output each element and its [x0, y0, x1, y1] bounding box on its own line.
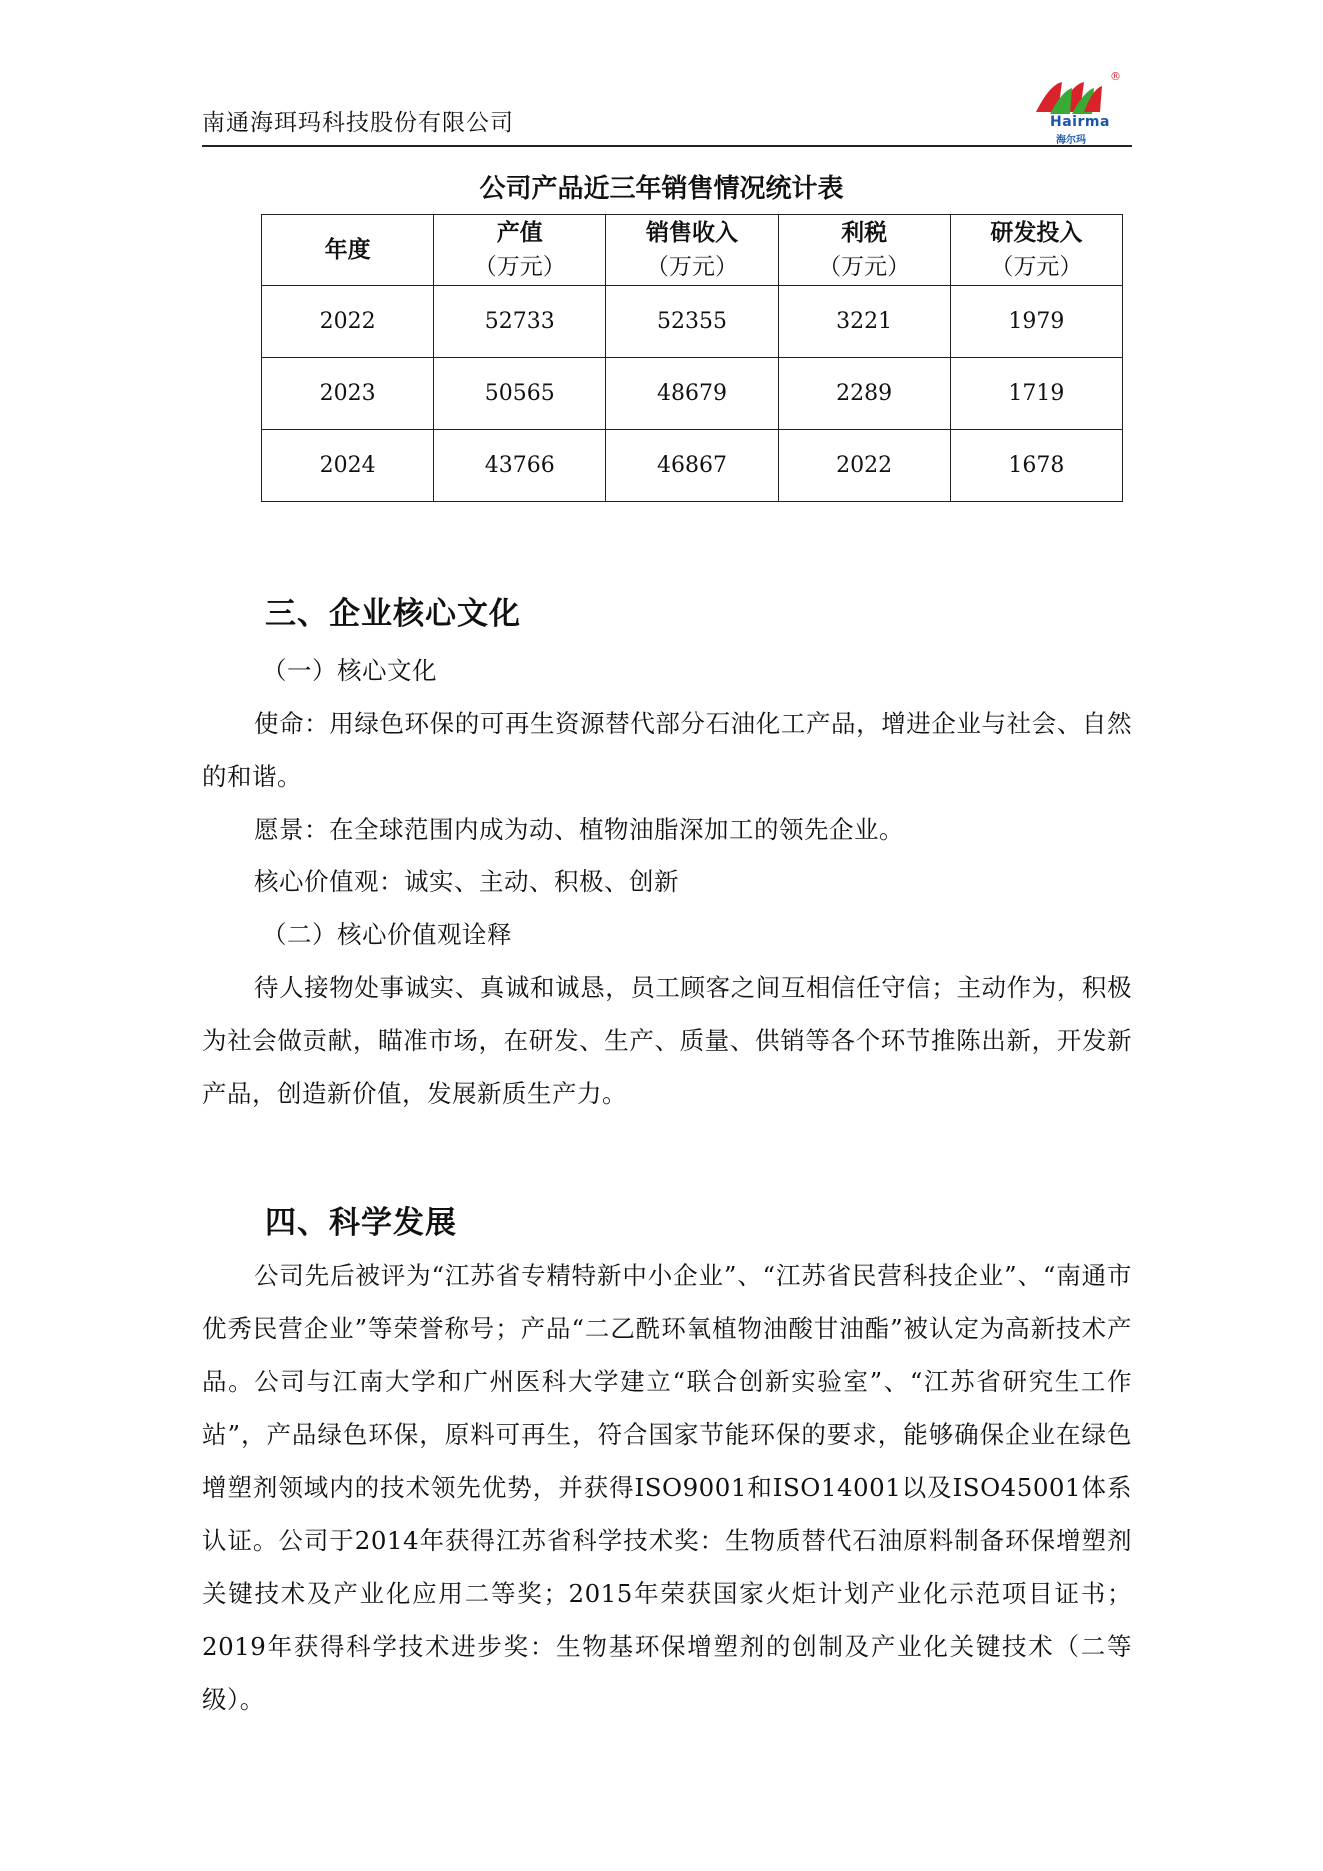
table-cell: 3221 [778, 286, 950, 358]
column-header: 销售收入 （万元） [606, 215, 778, 286]
table-cell: 2022 [778, 430, 950, 502]
table-cell: 48679 [606, 358, 778, 430]
development-paragraph: 公司先后被评为“江苏省专精特新中小企业”、“江苏省民营科技企业”、“南通市优秀民营企业”等荣誉称号；产品“二乙酰环氧植物油酸甘油酯”被认定为高新技术产品。公司与江南大学和广州医科大学建立“联合创新实验室”、“江苏省研究生工作站”，产品绿色环保，原料可再生，符合国家节能环保的要求，能够确保企业在绿色增塑剂领域内的技术领先优势，并获得ISO9001和ISO14001以及ISO45001体系认证。公司于2014年获得江苏省科学技术奖：生物质替代石油原料制备环保增塑剂关键技术及产业化应用二等奖；2015年荣获国家火炬计划产业化示范项目证书；2019年获得科学技术进步奖：生物基环保增塑剂的创制及产业化关键技术（二等级）。 [202, 1261, 1132, 1714]
values-explanation-paragraph: 待人接物处事诚实、真诚和诚恳，员工顾客之间互相信任守信；主动作为，积极为社会做贡献，瞄准市场，在研发、生产、质量、供销等各个环节推陈出新，开发新产品，创造新价值，发展新质生产力。 [202, 973, 1132, 1108]
section-heading-culture: 三、企业核心文化 [265, 596, 521, 632]
table-cell: 1979 [950, 286, 1122, 358]
table-cell: 52733 [434, 286, 606, 358]
subheading-values-explanation: （二）核心价值观诠释 [262, 920, 512, 949]
table-cell: 52355 [606, 286, 778, 358]
company-name: 南通海珥玛科技股份有限公司 [202, 110, 514, 136]
logo-text: Hairma [1050, 114, 1110, 130]
column-header: 利税 （万元） [778, 215, 950, 286]
column-header: 产值 （万元） [434, 215, 606, 286]
table-cell: 2023 [262, 358, 434, 430]
table-cell: 2289 [778, 358, 950, 430]
table-row [262, 358, 1123, 430]
core-values-line: 核心价值观：诚实、主动、积极、创新 [254, 867, 679, 896]
section-heading-development: 四、科学发展 [265, 1205, 457, 1241]
subheading-core-culture: （一）核心文化 [262, 656, 437, 685]
registered-mark: ® [1110, 70, 1121, 83]
table-cell: 2024 [262, 430, 434, 502]
table-cell: 46867 [606, 430, 778, 502]
vision-line: 愿景：在全球范围内成为动、植物油脂深加工的领先企业。 [254, 815, 904, 844]
page-header [202, 70, 1132, 147]
mission-paragraph: 使命：用绿色环保的可再生资源替代部分石油化工产品，增进企业与社会、自然的和谐。 [202, 709, 1132, 791]
hairma-logo [1028, 70, 1128, 144]
table-row [262, 286, 1123, 358]
table-cell: 1678 [950, 430, 1122, 502]
table-cell: 43766 [434, 430, 606, 502]
column-header: 年度 [262, 215, 434, 286]
sales-table [261, 214, 1123, 502]
table-cell: 2022 [262, 286, 434, 358]
column-header: 研发投入 （万元） [950, 215, 1122, 286]
table-cell: 50565 [434, 358, 606, 430]
table-row [262, 430, 1123, 502]
table-title: 公司产品近三年销售情况统计表 [479, 174, 844, 204]
table-header-row [262, 215, 1123, 286]
logo-text-cn: 海尔玛 [1056, 135, 1086, 146]
table-cell: 1719 [950, 358, 1122, 430]
